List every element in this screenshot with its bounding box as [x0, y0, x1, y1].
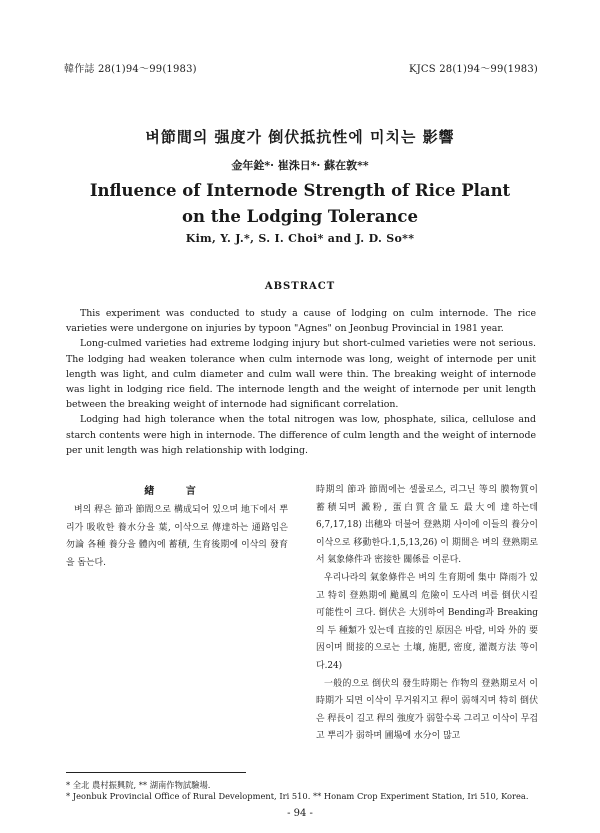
footnotes [66, 780, 546, 802]
abstract-paragraph: Long-culmed varieties had extreme lodging injury but short-culmed varieties were not serious. The lodging had weaken tolerance when culm internode was long, weight of internode per unit length was light, and culm diameter and culm wall were thin. The breaking weight of internode was light in lodging rice field. The internode length and the weight of internode per unit length between the breaking weight of internode had significant correlation. [66, 338, 536, 411]
abstract-paragraph: Lodging had high tolerance when the total nitrogen was low, phosphate, silica, cellulose and starch contents were high in internode. The difference of culm length and the weight of internode per unit length was high relationship with lodging. [66, 414, 536, 456]
footnote-korean: * 全北 農村振興院, ** 湖南作物試驗場. [66, 780, 211, 790]
korean-title: 벼節間의 强度가 倒伏抵抗性에 미치는 影響 [145, 128, 455, 146]
english-authors: Kim, Y. J.*, S. I. Choi* and J. D. So** [185, 232, 415, 245]
body-paragraph: 時期의 節과 節間에는 셀룰로스, 리그닌 等의 膜物質이 蓄積되며 澱粉, 蛋白質含量도 最大에 達하는데6,7,17,18) 出穗와 더불어 登熟期 사이에 이들의 養分이 이삭으로 移動한다.1,5,13,26) 이 期間은 벼의 登熟期로서 氣象條件과 密接한 關係를 이룬다. [316, 485, 538, 566]
body-paragraph: 우리나라의 氣象條件은 벼의 生育期에 集中 降雨가 있고 特히 登熟期에 颱風의 危險이 도사려 벼를 倒伏시킬 可能性이 크다. 倒伏은 大別하여 Bending과 Breaking의 두 種類가 있는데 直接的인 原因은 바람, 비와 外的 要因이며 間接的으로는 土壤, 施肥, 密度, 灌漑方法 等이다.24) [316, 572, 538, 671]
english-title-line-2: on the Lodging Tolerance [182, 207, 418, 226]
abstract-heading: ABSTRACT [264, 281, 336, 292]
body-paragraph: 一般的으로 倒伏의 發生時期는 作物의 登熟期로서 이 時期가 되면 이삭이 무거워지고 稈이 弱해지며 特히 倒伏은 稈長이 길고 稈의 強度가 弱할수록 그리고 이삭이 무겁고 뿌리가 弱하며 圃場에 水分이 많고 [316, 678, 538, 742]
journal-header-english: KJCS 28(1)94～99(1983) [409, 64, 538, 75]
footnote-divider [66, 772, 246, 773]
journal-header-korean: 韓作誌 28(1)94～99(1983) [64, 64, 197, 75]
english-title [0, 178, 600, 230]
abstract-body [66, 306, 536, 458]
introduction-heading: 緖 言 [144, 486, 210, 497]
abstract-paragraph: This experiment was conducted to study a cause of lodging on culm internode. The rice varieties were undergone on injuries by typoon "Agnes" on Jeonbug Provincial in 1981 year. [66, 308, 536, 335]
footnote-english: * Jeonbuk Provincial Office of Rural Development, Iri 510. ** Honam Crop Experiment Station, Iri 510, Korea. [66, 791, 529, 801]
left-column [66, 502, 288, 572]
english-title-line-1: Influence of Internode Strength of Rice Plant [89, 181, 511, 200]
right-column [316, 482, 538, 746]
page-number: - 94 - [287, 808, 313, 819]
body-paragraph: 벼의 稈은 節과 節間으로 構成되어 있으며 地下에서 뿌리가 吸收한 養水分을 葉, 이삭으로 傳達하는 通路임은 勿論 各種 養分을 體內에 蓄積, 生育後期에 이삭의 發育을 돕는다. [66, 505, 288, 568]
korean-authors: 金年銓*· 崔洙日*· 蘇在敦** [231, 159, 369, 172]
